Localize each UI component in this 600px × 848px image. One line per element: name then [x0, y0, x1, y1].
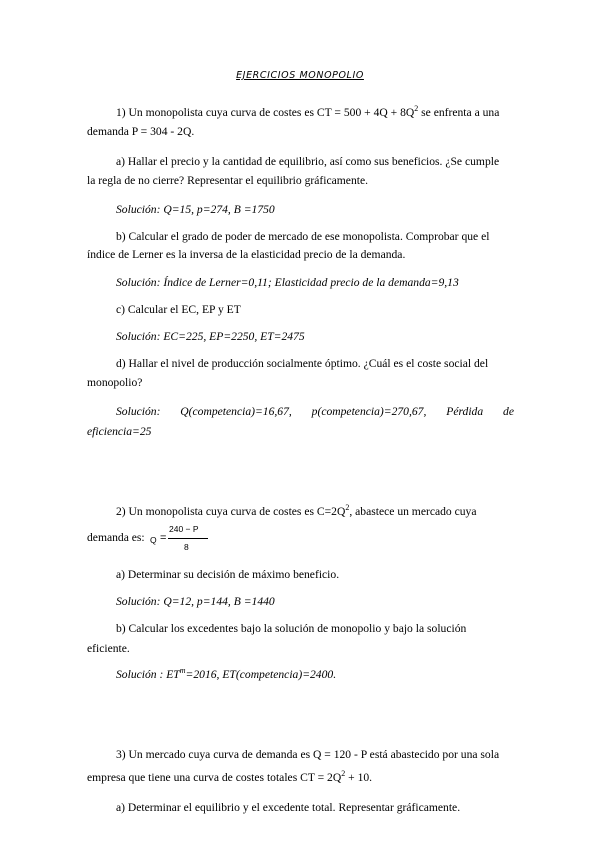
exercise-1c-text: c) Calcular el EC, EP y ET — [116, 303, 241, 316]
exercise-2a-text: a) Determinar su decisión de máximo beneficio. — [116, 568, 340, 581]
exercise-1b-text-line2: índice de Lerner es la inversa de la elasticidad precio de la demanda. — [87, 248, 406, 261]
exercise-3a-text: a) Determinar el equilibrio y el excedente total. Representar gráficamente. — [116, 801, 461, 814]
exercise-1b-text: b) Calcular el grado de poder de mercado de ese monopolista. Comprobar que el — [116, 230, 490, 243]
exercise-2-intro: 2) Un monopolista cuya curva de costes es $C=2Q^2$, abastece un mercado cuya — [116, 503, 477, 518]
exercise-1b-solution: Solución: Índice de Lerner=0,11; Elasticidad precio de la demanda=9,13 — [116, 276, 459, 289]
exercise-2b-text: b) Calcular los excedentes bajo la solución de monopolio y bajo la solución — [116, 622, 467, 635]
formula-numerator: 240 − P — [169, 524, 199, 534]
exercise-1d-text: d) Hallar el nivel de producción socialmente óptimo. ¿Cuál es el coste social del — [116, 357, 489, 370]
formula-denominator: 8 — [184, 542, 189, 552]
formula-equals: = — [160, 532, 167, 544]
exercise-1d-text-line2: monopolio? — [87, 376, 143, 389]
exercise-1-intro: 1) Un monopolista cuya curva de costes es CT = $500 + 4Q + 8Q^2$ se enfrenta a una — [116, 104, 500, 119]
exercise-1d-solution: Solución: Q(competencia)=16,67, p(competencia)=270,67, Pérdida de — [116, 405, 514, 418]
formula-lhs: Q — [150, 535, 157, 545]
exercise-1a-text-line2: la regla de no cierre? Representar el equilibrio gráficamente. — [87, 174, 369, 187]
exercise-2a-solution: Solución: Q=12, p=144, B =1440 — [116, 595, 275, 608]
exercise-2b-text-line2: eficiente. — [87, 642, 130, 655]
exercise-1-intro-line2: demanda P = 304 - 2Q. — [87, 125, 195, 138]
page-title: EJERCICIOS MONOPOLIO — [236, 70, 364, 81]
exercise-1a-solution: Solución: Q=15, p=274, B =1750 — [116, 203, 275, 216]
exercise-1d-solution-line2: eficiencia=25 — [87, 425, 152, 438]
exercise-1c-solution: Solución: EC=225, EP=2250, ET=2475 — [116, 330, 305, 343]
exercise-3-intro: 3) Un mercado cuya curva de demanda es Q = 120 - P está abastecido por una sola — [116, 748, 500, 761]
exercise-1a-text: a) Hallar el precio y la cantidad de equilibrio, así como sus beneficios. ¿Se cumple — [116, 155, 500, 168]
fraction-bar — [168, 538, 208, 539]
exercise-3-intro-line2: empresa que tiene una curva de costes totales CT = $2Q^2 + 10$. — [87, 769, 373, 784]
demand-label: demanda es: — [87, 531, 145, 544]
exercise-2b-solution: Solución : $ET^m=2016$, ET(competencia)=2400. — [116, 666, 337, 681]
